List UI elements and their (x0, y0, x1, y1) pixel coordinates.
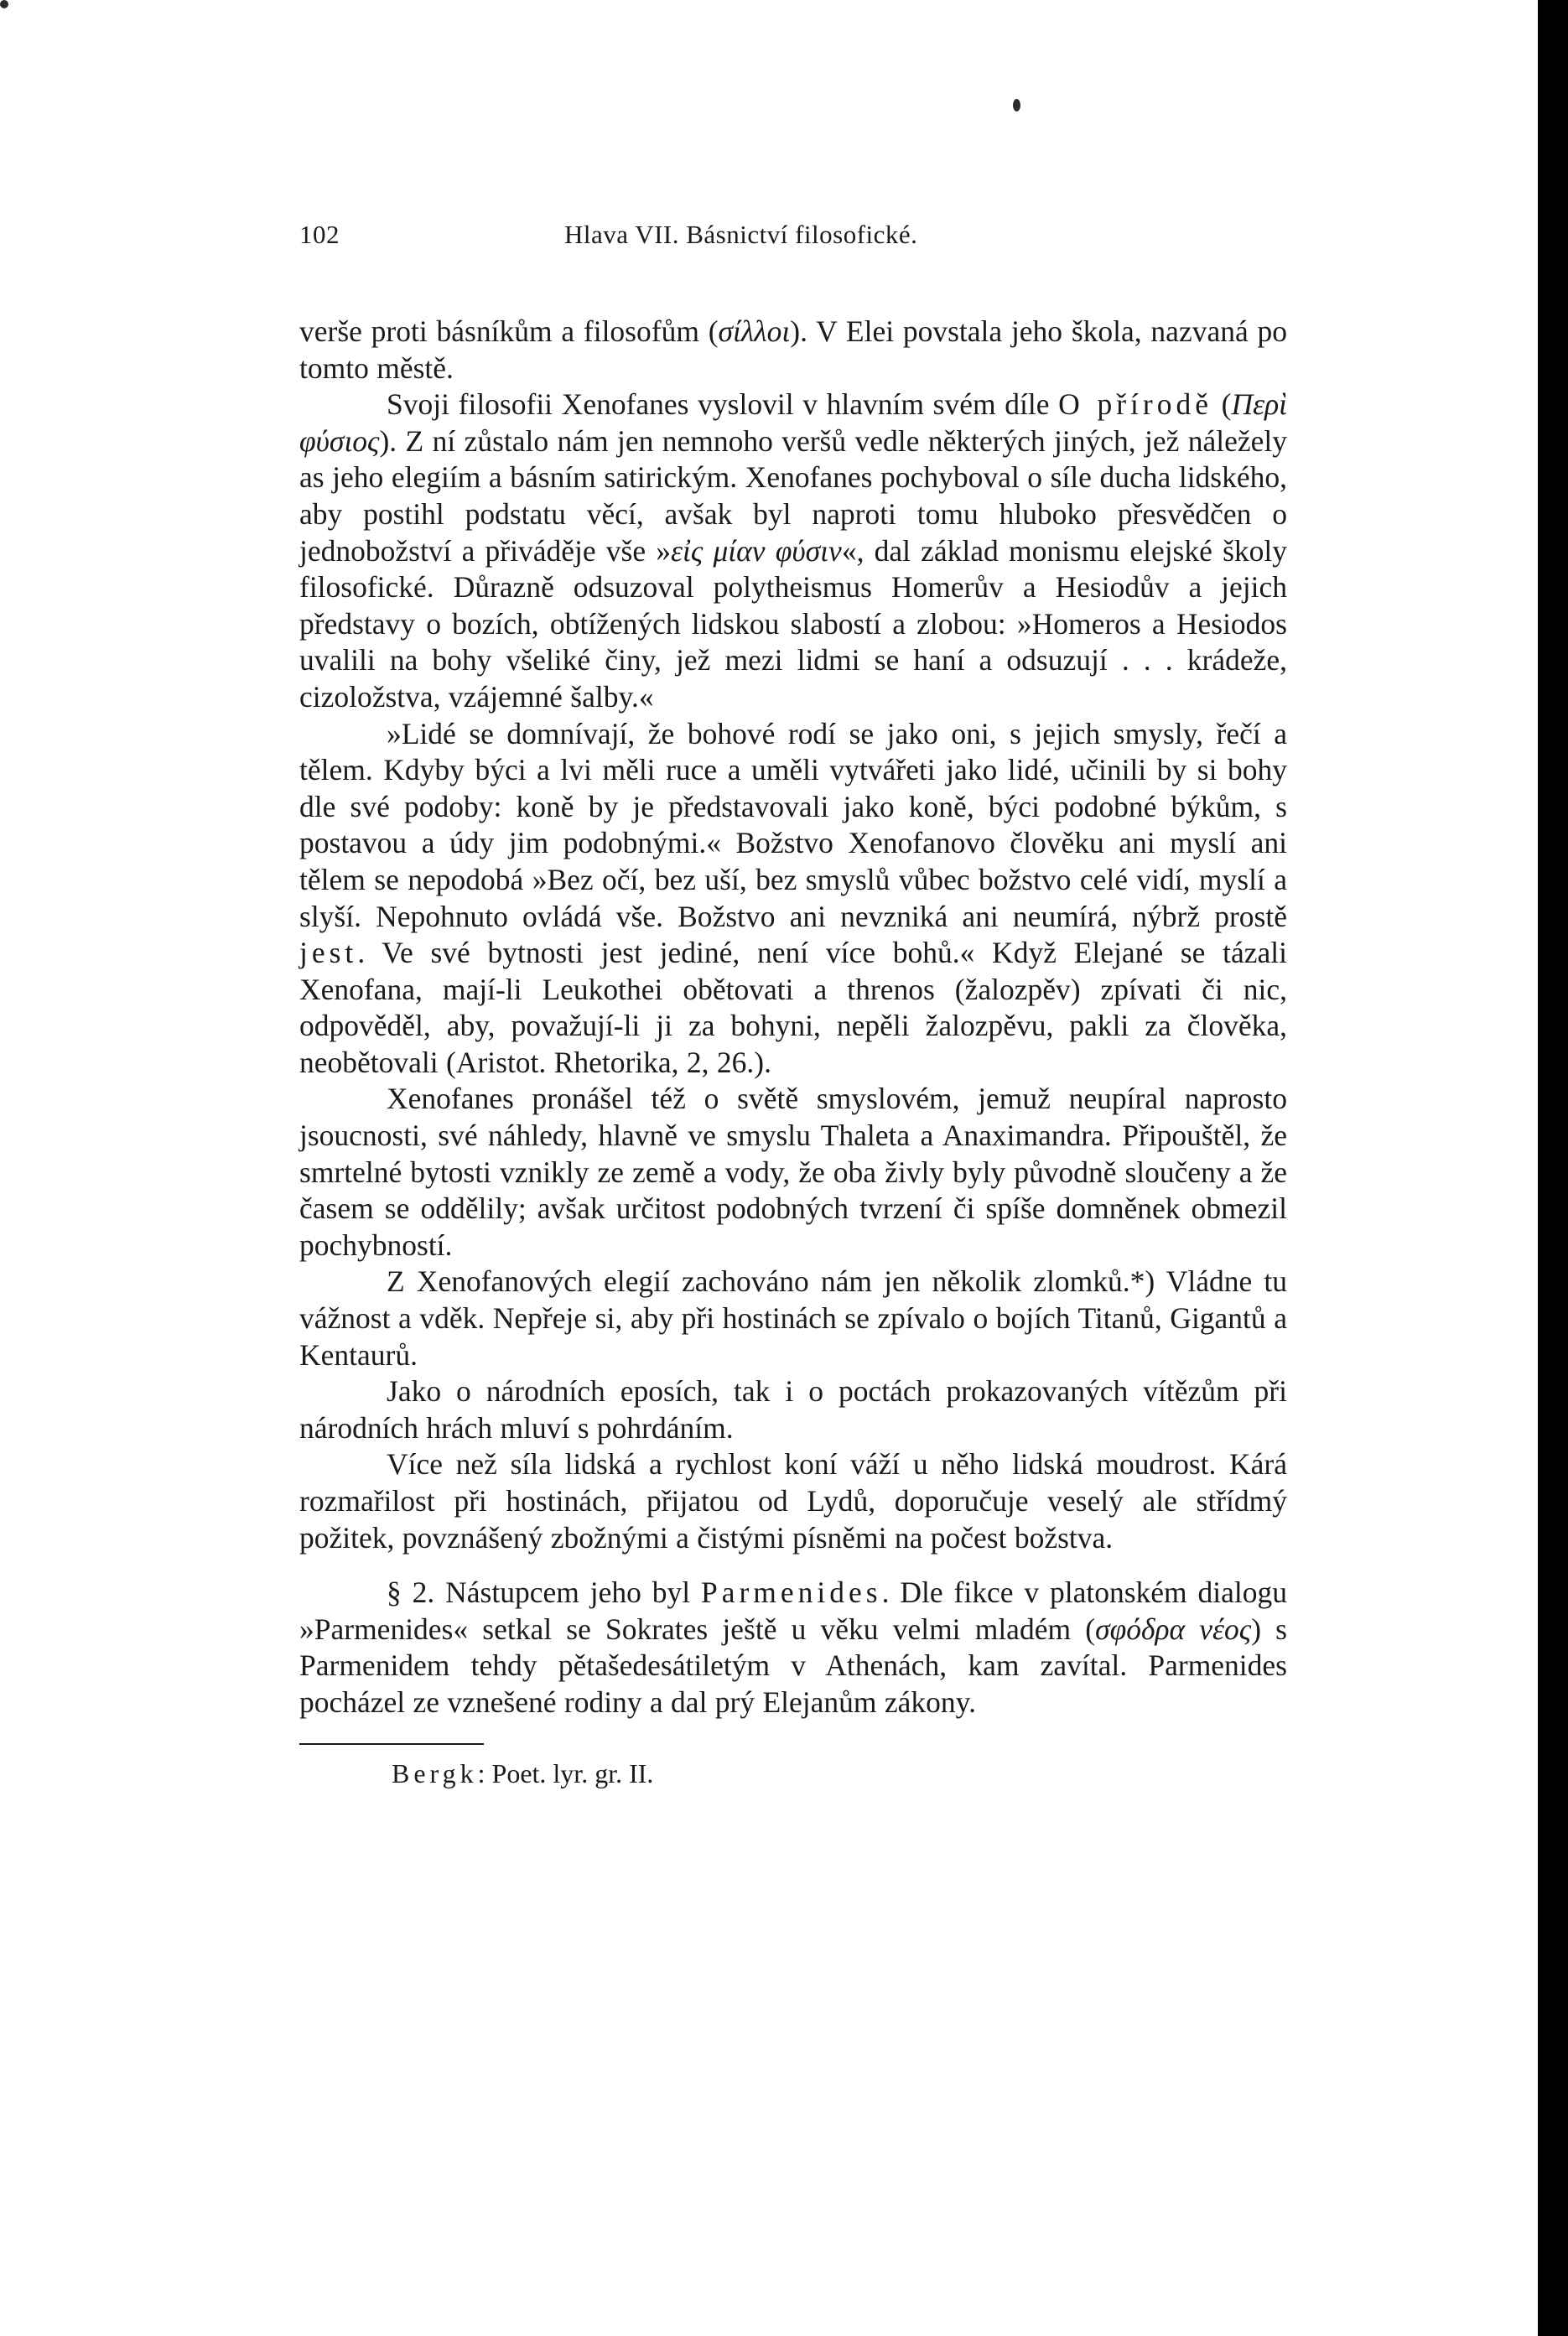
text-run: »Lidé se domnívají, že bohové rodí se jako oni, s jejich smysly, řečí a tělem. Kdyby býci a lvi měli ruce a uměli vytvářeti jako lidé, učinili by si bohy dle své podoby: koně by je představovali jako koně, býci podobné býkům, s postavou a údy jim podobnými.« Božstvo Xenofanovo člověku ani myslí ani tělem se nepodobá »Bez očí, bez uší, bez smyslů vůbec božstvo celé vidí, myslí a slyší. Nepohnuto ovládá vše. Božstvo ani nevzniká ani neumírá, nýbrž prostě (299, 716, 1287, 933)
page-number: 102 (299, 220, 340, 249)
spaced-word: jest (299, 936, 358, 970)
text-run: «, dal základ monismu elejské školy filosofické. Důrazně odsuzoval polytheismus Homerův a Hesiodův a jejich představy o bozích, obtížených lidskou slabostí a zlobou: »Homeros a Hesiodos uvalili na bohy všeliké činy, jež mezi lidmi se haní a odsuzují . . . krádeže, cizoložstva, vzájemné šalby.« (299, 533, 1287, 714)
text-run: ). Z ní zůstalo nám jen nemnoho veršů vedle některých jiných, jež náležely as jeho elegiím a básním satirickým. Xenofanes pochyboval o síle ducha lidského, aby postihl podstatu věcí, avšak byl naproti tomu hluboko přesvědčen o jednobožství a přiváděje vše » (299, 423, 1287, 568)
paragraph-7: Více než síla lidská a rychlost koní váží u něho lidská moudrost. Kárá rozmařilost při hostinách, přijatou od Lydů, doporučuje veselý ale střídmý požitek, povznášený zbožnými a čistými písněmi na počest božstva. (299, 1447, 1287, 1555)
text-run: § 2. Nástupcem jeho byl (387, 1576, 701, 1610)
running-title: Hlava VII. Básnictví filosofické. (564, 220, 918, 249)
text-run: ( (1212, 387, 1232, 422)
footnote (299, 1757, 1287, 1790)
scan-speck (0, 0, 8, 8)
scan-right-edge (1538, 0, 1568, 2336)
text-run: ) s Parmenidem tehdy pětašedesátiletým v Athenách, kam zavítal. Parmenides pocházel ze vznešené rodiny a dal prý Elejanům zákony. (299, 1612, 1288, 1719)
paragraph-8 (299, 1575, 1287, 1721)
paragraph-6: Jako o národních eposích, tak i o poctách prokazovaných vítězům při národních hrách mluví s pohrdáním. (299, 1374, 1287, 1445)
paragraph-1 (299, 314, 1287, 387)
spaced-title: O přírodě (1058, 387, 1212, 422)
text-run: ). V Elei povstala jeho škola, nazvaná po tomto městě. (299, 314, 1287, 385)
footnote-author: Bergk (392, 1757, 478, 1788)
greek-term: εἰς μίαν φύσιν (671, 533, 842, 568)
footnote-text: : Poet. lyr. gr. II. (477, 1757, 654, 1788)
paragraph-2 (299, 387, 1287, 715)
book-page (299, 220, 1287, 1790)
spaced-name: Parmenides (700, 1576, 882, 1610)
scan-speck (1013, 99, 1020, 112)
paragraph-3 (299, 716, 1287, 1082)
text-run: . Dle fikce v platonském dialogu »Parmenides« setkal se Sokrates ještě u věku velmi mladém ( (299, 1576, 1287, 1646)
text-run: . Ve své bytnosti jest jediné, není více bohů.« Když Elejané se tázali Xenofana, mají-li Leukothei obětovati a threnos (žalozpěv) zpívati či nic, odpověděl, aby, považují-li ji za bohyni, nepěli žalozpěvu, pakli za člověka, neobětovali (Aristot. Rhetorika, 2, 26.). (299, 936, 1287, 1079)
body-text (299, 314, 1287, 1721)
greek-term: Περὶ φύσιος (299, 387, 1288, 458)
paragraph-5: Z Xenofanových elegií zachováno nám jen několik zlomků.*) Vládne tu vážnost a vděk. Nepřeje si, aby při hostinách se zpívalo o bojích Titanů, Gigantů a Kentaurů. (299, 1264, 1287, 1372)
text-run: verše proti básníkům a filosofům ( (299, 314, 719, 348)
running-head (299, 220, 1287, 270)
greek-term: σφόδρα νέος (1095, 1612, 1252, 1646)
paragraph-4: Xenofanes pronášel též o světě smyslovém, jemuž neupíral naprosto jsoucnosti, své náhledy, hlavně ve smyslu Thaleta a Anaximandra. Připouštěl, že smrtelné bytosti vznikly ze země a vody, že oba živly byly původně sloučeny a že časem se oddělily; avšak určitost podobných tvrzení či spíše domněnek obmezil pochybností. (299, 1082, 1287, 1262)
footnote-rule (299, 1743, 484, 1745)
greek-term: σίλλοι (718, 314, 791, 348)
text-run: Svoji filosofii Xenofanes vyslovil v hlavním svém díle (387, 387, 1059, 422)
